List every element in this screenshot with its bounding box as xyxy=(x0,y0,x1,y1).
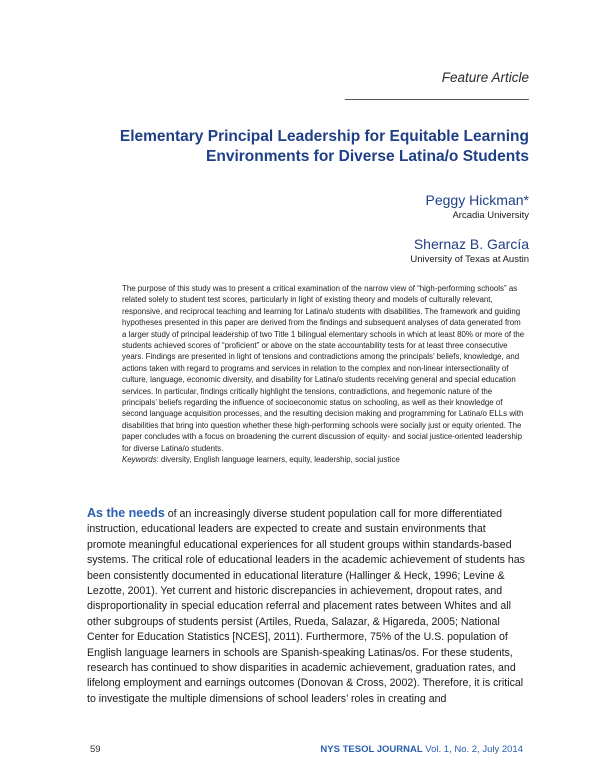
lead-in: As the needs xyxy=(87,506,165,520)
keywords xyxy=(122,454,526,465)
keywords-label: Keywords xyxy=(122,455,157,465)
abstract xyxy=(122,283,526,466)
section-label: Feature Article xyxy=(441,70,529,85)
keywords-list: : diversity, English language learners, equity, leadership, social justice xyxy=(156,455,400,465)
author-block-2 xyxy=(410,236,529,265)
author-name: Peggy Hickman* xyxy=(425,192,529,208)
section-divider xyxy=(345,99,529,100)
journal-issue: Vol. 1, No. 2, July 2014 xyxy=(422,744,523,755)
abstract-text: The purpose of this study was to present a critical examination of the narrow view of “high-performing schools” as related solely to student test scores, particularly in light of existing theory and models of culturally relevant, responsive, and reciprocal teaching and learning for Latina/o students with disabilities. The framework and guiding hypotheses presented in this paper are derived from the findings and subsequent analyses of data generated from a larger study of principal leadership of two Title 1 bilingual elementary schools in which at least 80% or more of the students achieved scores of “proficient” or above on the state accountability tests for at least three consecutive years. Findings are presented in light of tensions and contradictions among the principals’ beliefs, knowledge, and actions taken with regard to programs and services in relation to the complex and non-linear intersectionality of culture, language, economic diversity, and disability for Latina/o students receiving general and special education services. In particular, findings critically highlight the tensions, contradictions, and hegemonic nature of the principals’ beliefs regarding the influence of socioeconomic status on schooling, as well as their knowledge of second language acquisition processes, and the resulting decision making and programming for Latina/o ELLs with disabilities that bring into question whether these high-performing schools were socially just or equity oriented. The paper concludes with a focus on broadening the current discussion of equity- and social justice-oriented leadership for diverse Latina/o students. xyxy=(122,284,525,453)
article-title: Elementary Principal Leadership for Equitable Learning Environments for Diverse Latina/o Students xyxy=(119,128,529,165)
body-text: of an increasingly diverse student population call for more differentiated instruction, educational leaders are expected to create and sustain environments that promote meaningful educational experiences for all student groups within standards-based systems. The critical role of educational leaders in the academic achievement of students has been consistently documented in educational literature (Hallinger & Heck, 1996; Levine & Lezotte, 2001). Yet current and historic discrepancies in achievement, dropout rates, and disproportionality in special education referral and placement rates between Whites and all other subgroups of students persist (Artiles, Rueda, Salazar, & Higareda, 2005; National Center for Education Statistics [NCES], 2011). Furthermore, 75% of the U.S. population of English language learners in schools are Spanish-speaking Latinas/os. For these students, research has continued to show disparities in academic achievement, graduation rates, and lifelong employment and earnings outcomes (Donovan & Cross, 2002). Therefore, it is critical to investigate the multiple dimensions of school leaders’ roles in creating and xyxy=(87,508,525,705)
author-affiliation: University of Texas at Austin xyxy=(410,254,529,265)
page-number: 59 xyxy=(90,744,101,755)
journal-name: NYS TESOL JOURNAL xyxy=(320,744,423,755)
body-paragraph xyxy=(87,506,527,707)
author-affiliation: Arcadia University xyxy=(452,210,529,221)
journal-footer xyxy=(320,744,523,755)
author-block-1 xyxy=(426,192,530,221)
author-name: Shernaz B. García xyxy=(413,236,529,252)
